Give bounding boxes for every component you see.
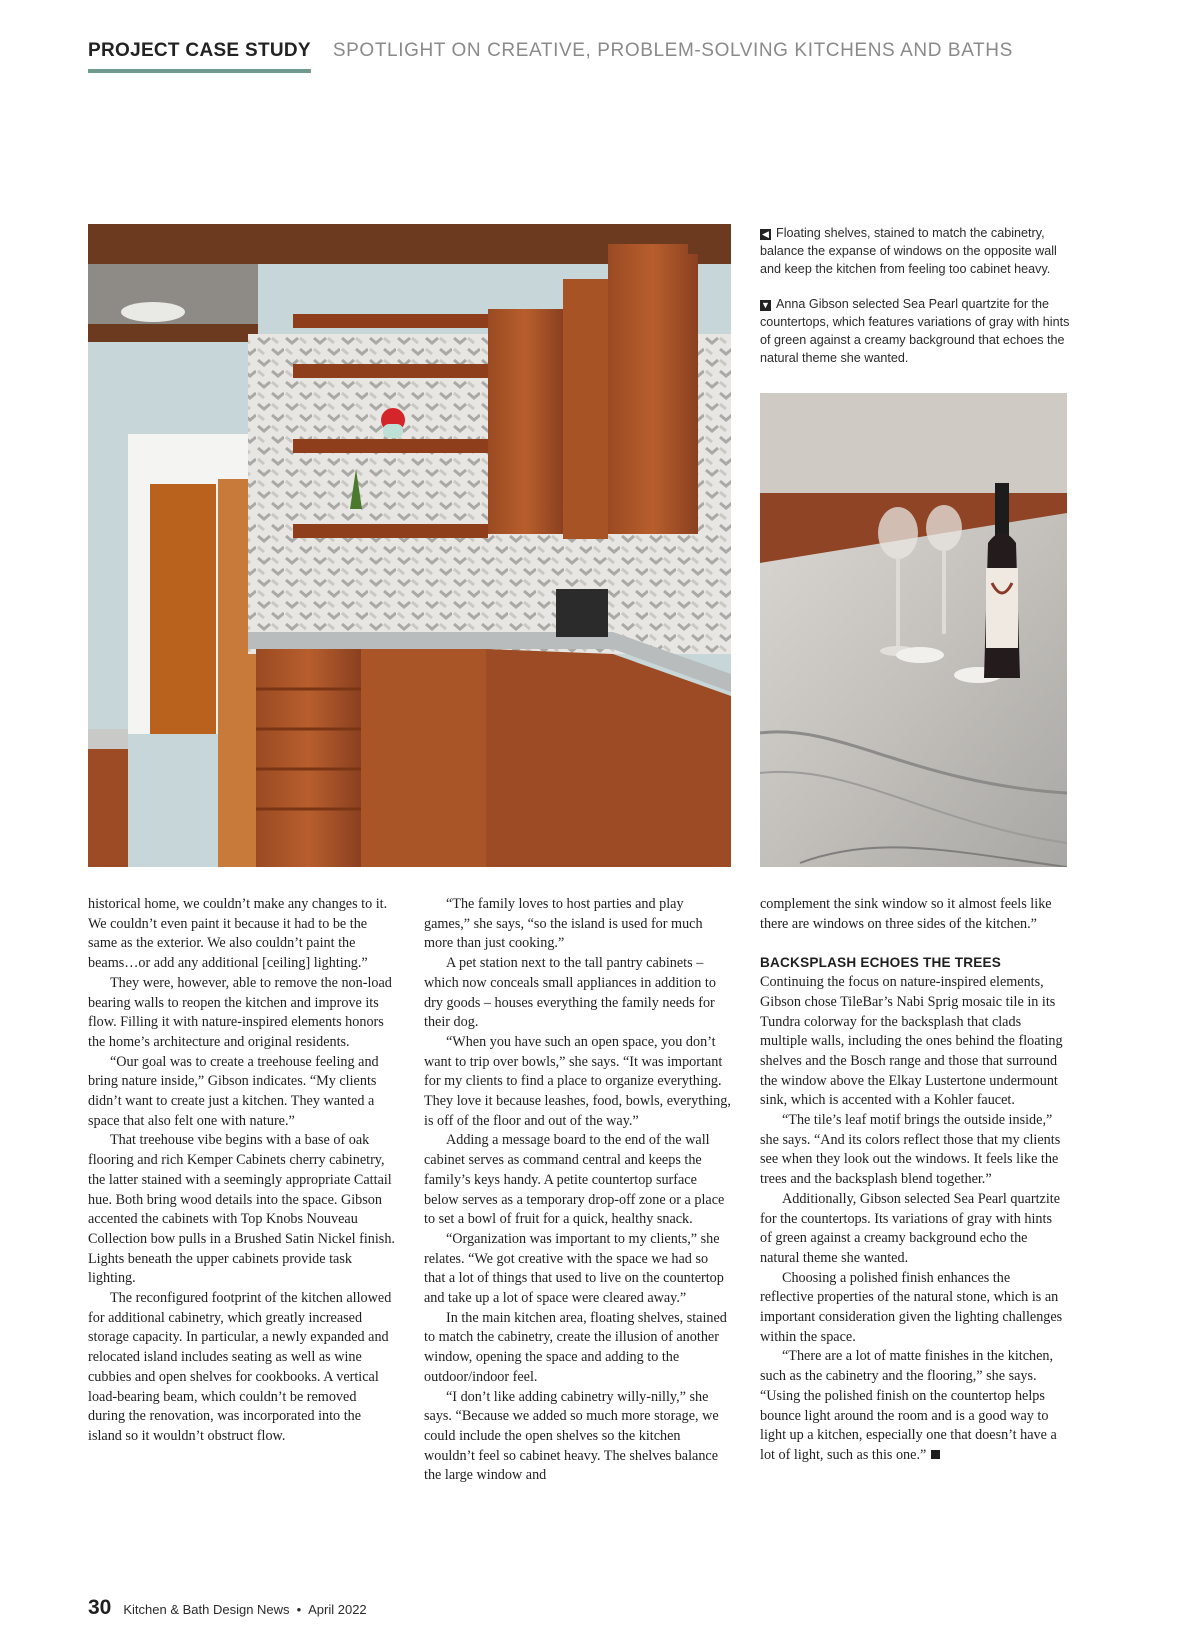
- section-subtitle: SPOTLIGHT ON CREATIVE, PROBLEM-SOLVING KITCHENS AND BATHS: [332, 40, 1013, 61]
- countertop-photo-illustration: [760, 393, 1067, 867]
- article-column-2: [424, 895, 731, 1486]
- section-label: PROJECT CASE STUDY: [88, 40, 311, 73]
- paragraph: Additionally, Gibson selected Sea Pearl quartzite for the countertops. Its variations of gray with hints of green against a creamy background echo the natural theme she wanted.: [760, 1190, 1061, 1266]
- footer-separator: •: [296, 1602, 302, 1617]
- paragraph: “Organization was important to my clients,” she relates. “We got creative with the space we had so that a lot of things that used to live on the countertop and take up a lot of space were cleared away.”: [424, 1230, 724, 1307]
- paragraph: complement the sink window so it almost feels like there are windows on three sides of the kitchen.”: [760, 896, 1052, 932]
- page-number: 30: [88, 1596, 112, 1619]
- issue-date: April 2022: [308, 1602, 367, 1617]
- paragraph-last: [760, 1347, 1067, 1465]
- caption-kitchen: [760, 224, 1070, 278]
- paragraph-text: “There are a lot of matte finishes in the kitchen, such as the cabinetry and the flooring,” she says. “Using the polished finish on the countertop helps bounce light around the room and is a good way to light up a kitchen, especially one that doesn’t have a lot of light, such as this one.”: [760, 1348, 1057, 1463]
- paragraph: Continuing the focus on nature-inspired elements, Gibson chose TileBar’s Nabi Sprig mosaic tile in its Tundra colorway for the backsplash that clads multiple walls, including the ones behind the floating shelves and the Bosch range and those that surround the window above the Elkay Lustertone undermount sink, which is accented with a Kohler faucet.: [760, 974, 1063, 1109]
- section-header: [88, 40, 1013, 74]
- paragraph: “The tile’s leaf motif brings the outside inside,” she says. “And its colors reflect those that my clients see when they look out the windows. It feels like the trees and the backsplash blend together.”: [760, 1112, 1061, 1188]
- publication-name: Kitchen & Bath Design News: [123, 1602, 290, 1617]
- paragraph: In the main kitchen area, floating shelves, stained to match the cabinetry, create the illusion of another window, opening the space and adding to the outdoor/indoor feel.: [424, 1309, 727, 1385]
- paragraph: That treehouse vibe begins with a base of oak flooring and rich Kemper Cabinets cherry cabinetry, the latter stained with a seemingly appropriate Cattail hue. Both bring wood details into the space. Gibson accented the cabinets with Top Knobs Nouveau Collection bow pulls in a Brushed Satin Nickel finish. Lights beneath the upper cabinets provide task lighting.: [88, 1132, 395, 1287]
- kitchen-photo-illustration: [88, 224, 731, 867]
- paragraph: “Our goal was to create a treehouse feeling and bring nature inside,” Gibson indicates. “My clients didn’t want to create just a kitchen. They wanted a space that also felt one with nature.”: [88, 1053, 379, 1129]
- article-column-3: [760, 895, 1067, 1466]
- photo-captions: [760, 224, 1070, 384]
- paragraph: A pet station next to the tall pantry cabinets – which now conceals small appliances in addition to dry goods – houses everything the family needs for their dog.: [424, 955, 716, 1031]
- arrow-left-icon: ◀: [760, 229, 771, 240]
- paragraph: Choosing a polished finish enhances the reflective properties of the natural stone, which is an important consideration given the lighting challenges within the space.: [760, 1269, 1063, 1345]
- paragraph: They were, however, able to remove the non-load bearing walls to reopen the kitchen and improve its flow. Filling it with nature-inspired elements honors the home’s architecture and original residents.: [88, 974, 392, 1050]
- caption-countertop-text: Anna Gibson selected Sea Pearl quartzite for the countertops, which features variations of gray with hints of green against a creamy background that echoes the natural theme she wanted.: [760, 297, 1070, 365]
- paragraph: The reconfigured footprint of the kitchen allowed for additional cabinetry, which greatly increased storage capacity. In particular, a newly expanded and relocated island includes seating as well as wine cubbies and open shelves for cookbooks. A vertical load-bearing beam, which couldn’t be removed during the renovation, was incorporated into the island so it wouldn’t obstruct flow.: [88, 1290, 392, 1444]
- article-column-1: [88, 895, 395, 1447]
- subheading: BACKSPLASH ECHOES THE TREES: [760, 955, 1002, 971]
- page-footer: [88, 1596, 367, 1620]
- caption-kitchen-text: Floating shelves, stained to match the cabinetry, balance the expanse of windows on the opposite wall and keep the kitchen from feeling too cabinet heavy.: [760, 226, 1057, 276]
- end-mark-icon: [931, 1450, 940, 1459]
- caption-countertop: [760, 295, 1070, 367]
- arrow-down-icon: ▼: [761, 300, 770, 310]
- paragraph: “I don’t like adding cabinetry willy-nilly,” she says. “Because we added so much more storage, we could include the open shelves so the kitchen wouldn’t feel so cabinet heavy. The shelves balance the large window and: [424, 1388, 719, 1484]
- paragraph: historical home, we couldn’t make any changes to it. We couldn’t even paint it because it had to be the same as the exterior. We also couldn’t paint the beams…or add any additional [ceiling] lighting.”: [88, 896, 388, 972]
- paragraph: “When you have such an open space, you don’t want to trip over bowls,” she says. “It was important for my clients to find a place to organize everything. They love it because leashes, food, bowls, everything, is off of the floor and out of the way.”: [424, 1033, 731, 1129]
- kitchen-photo: [88, 224, 731, 867]
- paragraph: Adding a message board to the end of the wall cabinet serves as command central and keeps the family’s keys handy. A petite countertop surface below serves as a temporary drop-off zone or a place to set a bowl of fruit for a quick, healthy snack.: [424, 1132, 725, 1228]
- countertop-photo: [760, 393, 1067, 867]
- paragraph: “The family loves to host parties and play games,” she says, “so the island is used for much more than just cooking.”: [424, 896, 703, 952]
